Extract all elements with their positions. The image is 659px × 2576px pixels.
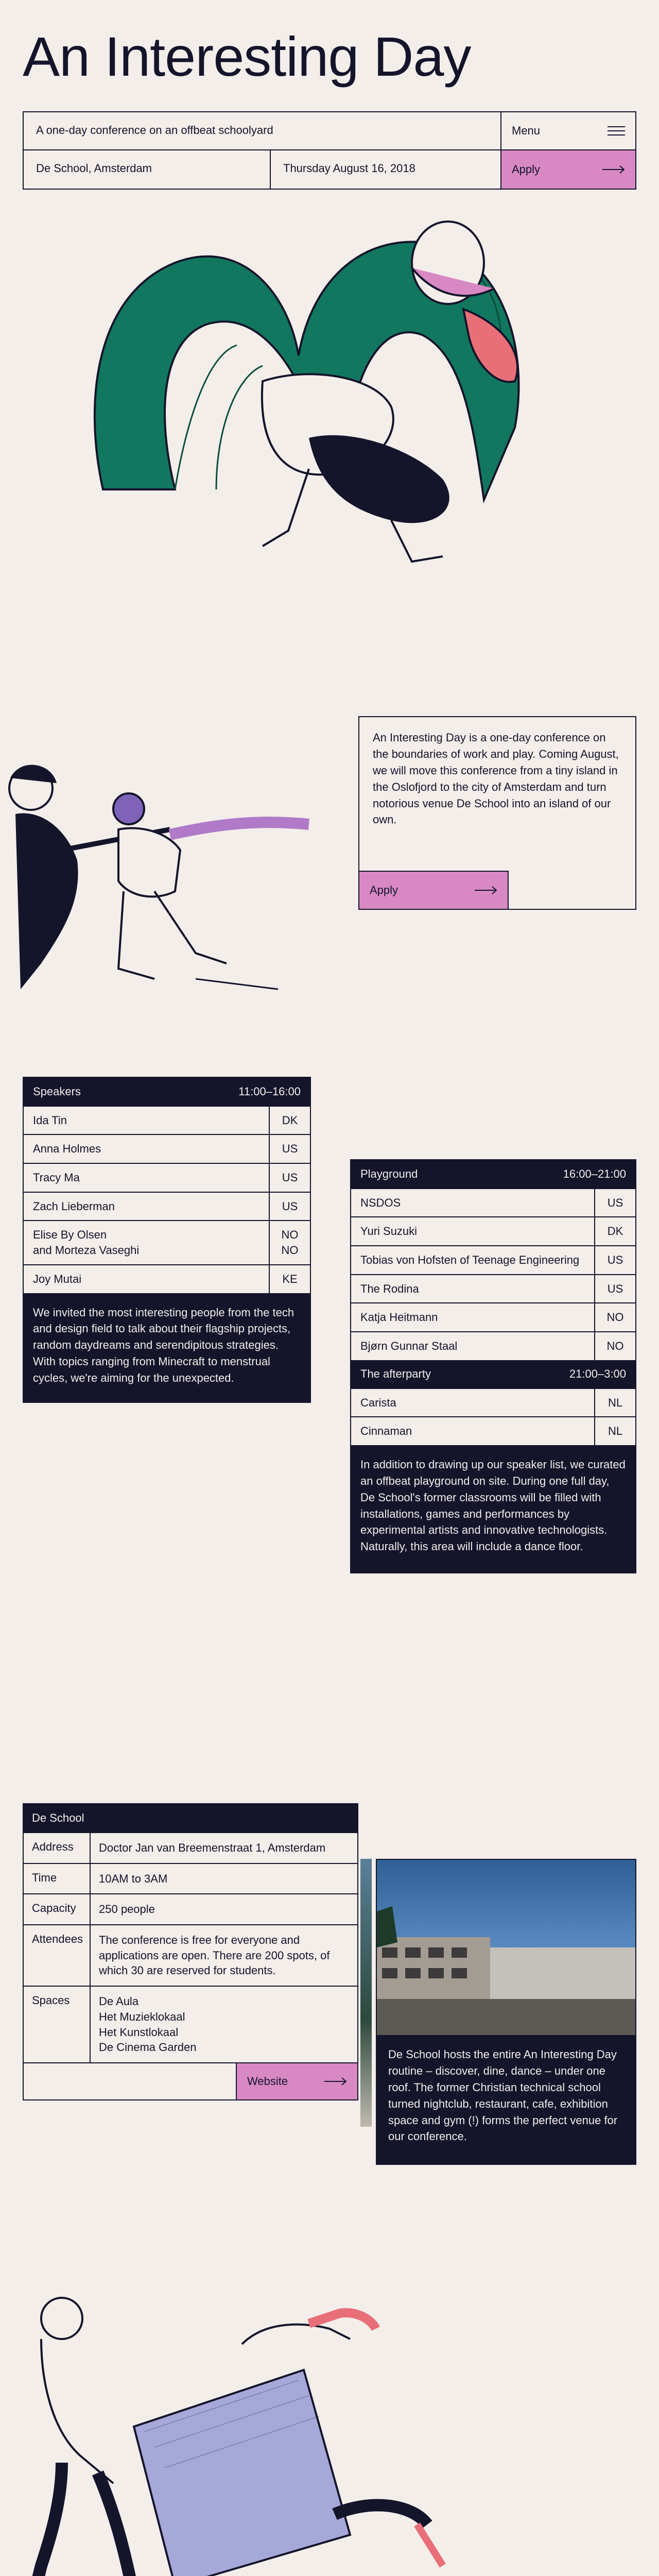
intro-apply-button[interactable] [359,871,509,909]
venue-row-label: Spaces [24,1987,91,2062]
playground-country: DK [594,1217,635,1245]
tagline: A one-day conference on an offbeat schoolyard [36,124,273,137]
playground-country: US [594,1189,635,1217]
afterparty-country: NL [594,1417,635,1445]
speaker-name: Joy Mutai [33,1272,82,1285]
venue-row-label: Attendees [24,1925,91,1986]
location: De School, Amsterdam [24,150,271,189]
playground-row [351,1303,635,1332]
speaker-country: US [269,1164,310,1192]
afterparty-country: NL [594,1389,635,1417]
arrow-right-icon [475,886,497,894]
playground-name: Yuri Suzuki [360,1225,418,1238]
speaker-country: NO NO [269,1221,310,1264]
playground-row [351,1275,635,1304]
speaker-name: Elise By Olsen and Morteza Vaseghi [33,1228,140,1257]
speaker-country: US [269,1135,310,1163]
speaker-row [24,1107,310,1136]
hero-illustration [21,139,638,582]
afterparty-header: The afterparty [360,1367,431,1380]
playground-table [350,1159,636,1573]
speakers-table [23,1077,311,1403]
playground-time: 16:00–21:00 [563,1167,626,1180]
venue-table [23,1803,358,2100]
playground-country: NO [594,1303,635,1331]
playground-row [351,1332,635,1360]
venue-row-value: Doctor Jan van Breemenstraat 1, Amsterdam [99,1841,326,1854]
afterparty-name: Carista [360,1396,396,1409]
speaker-name: Tracy Ma [33,1171,80,1184]
afterparty-row [351,1389,635,1418]
venue-row-label: Time [24,1864,91,1894]
playground-name: Bjørn Gunnar Staal [360,1340,458,1353]
event-date: Thursday August 16, 2018 [283,162,415,175]
afterparty-description: In addition to drawing up our speaker list, we curated an offbeat playground on site. During one full day, De School's former classrooms will be filled with installations, games and performances by experimental artists and innovative technologists. Naturally, this area will include a dance floor. [360,1458,626,1553]
tug-illustration [0,747,340,1015]
venue-row-value: 250 people [99,1903,155,1916]
page-title: An Interesting Day [23,25,471,88]
speaker-name: Anna Holmes [33,1142,101,1156]
afterparty-row [351,1417,635,1445]
website-label: Website [247,2074,288,2088]
playground-name: NSDOS [360,1196,401,1209]
speakers-time: 11:00–16:00 [238,1085,301,1098]
apply-label: Apply [370,884,398,896]
venue-photo-strip [360,1859,372,2127]
speaker-row [24,1193,310,1222]
arrow-right-icon [324,2077,347,2086]
venue-row-value: The conference is free for everyone and applications are open. There are 200 spots, of which 30 are reserved for students. [99,1934,330,1977]
venue-row [24,1987,357,2063]
afterparty-time: 21:00–3:00 [569,1367,626,1380]
playground-name: Tobias von Hofsten of Teenage Engineering [360,1253,580,1267]
speaker-name: Ida Tin [33,1113,67,1127]
venue-card [376,1859,636,2165]
venue-row [24,1864,357,1895]
menu-label: Menu [512,124,541,137]
playground-country: US [594,1246,635,1274]
speakers-description: We invited the most interesting people from the tech and design field to talk about their flagship projects, random daydreams and serendipitous strategies. With topics ranging from Minecraft to menstrual cycles, we're aiming for the unexpected. [33,1306,294,1385]
venue-description: De School hosts the entire An Interesting Day routine – discover, dine, dance – under one roof. The former Christian technical school turned nightclub, restaurant, cafe, exhibition space and gym (!) forms the perfect venue for our conference. [388,2048,618,2143]
venue-photo [377,1860,635,2035]
playground-header: Playground [360,1167,418,1180]
venue-row-label: Address [24,1833,91,1863]
speaker-row [24,1221,310,1265]
intro-text: An Interesting Day is a one-day conference on the boundaries of work and play. Coming August, we will move this conference from a tiny island in the Oslofjord to the city of Amsterdam and turn notorious venue De School into an island of our own. [373,731,619,826]
speaker-country: US [269,1193,310,1221]
playground-country: NO [594,1332,635,1360]
speaker-name: Zach Lieberman [33,1199,115,1213]
venue-row [24,1833,357,1864]
intro-card [358,716,636,910]
website-button[interactable] [236,2063,357,2099]
venue-row-value: De Aula Het Muzieklokaal Het Kunstlokaal De Cinema Garden [99,1995,197,2054]
venue-row [24,1894,357,1925]
playground-row [351,1246,635,1275]
venue-row-label: Capacity [24,1894,91,1924]
speaker-row [24,1135,310,1164]
afterparty-name: Cinnaman [360,1425,412,1438]
playground-name: Katja Heitmann [360,1311,438,1324]
playground-country: US [594,1275,635,1303]
venue-row-value: 10AM to 3AM [99,1872,168,1885]
playground-row [351,1217,635,1246]
speaker-row [24,1164,310,1193]
venue-row [24,1925,357,1987]
speaker-row [24,1265,310,1293]
hamburger-icon [608,126,625,136]
speaker-country: KE [269,1265,310,1293]
playground-row [351,1189,635,1218]
speakers-header: Speakers [33,1085,81,1098]
playground-name: The Rodina [360,1282,419,1295]
venue-header: De School [24,1804,357,1833]
apply-label: Apply [512,163,541,176]
box-carrier-illustration [21,2277,453,2576]
speaker-country: DK [269,1107,310,1134]
